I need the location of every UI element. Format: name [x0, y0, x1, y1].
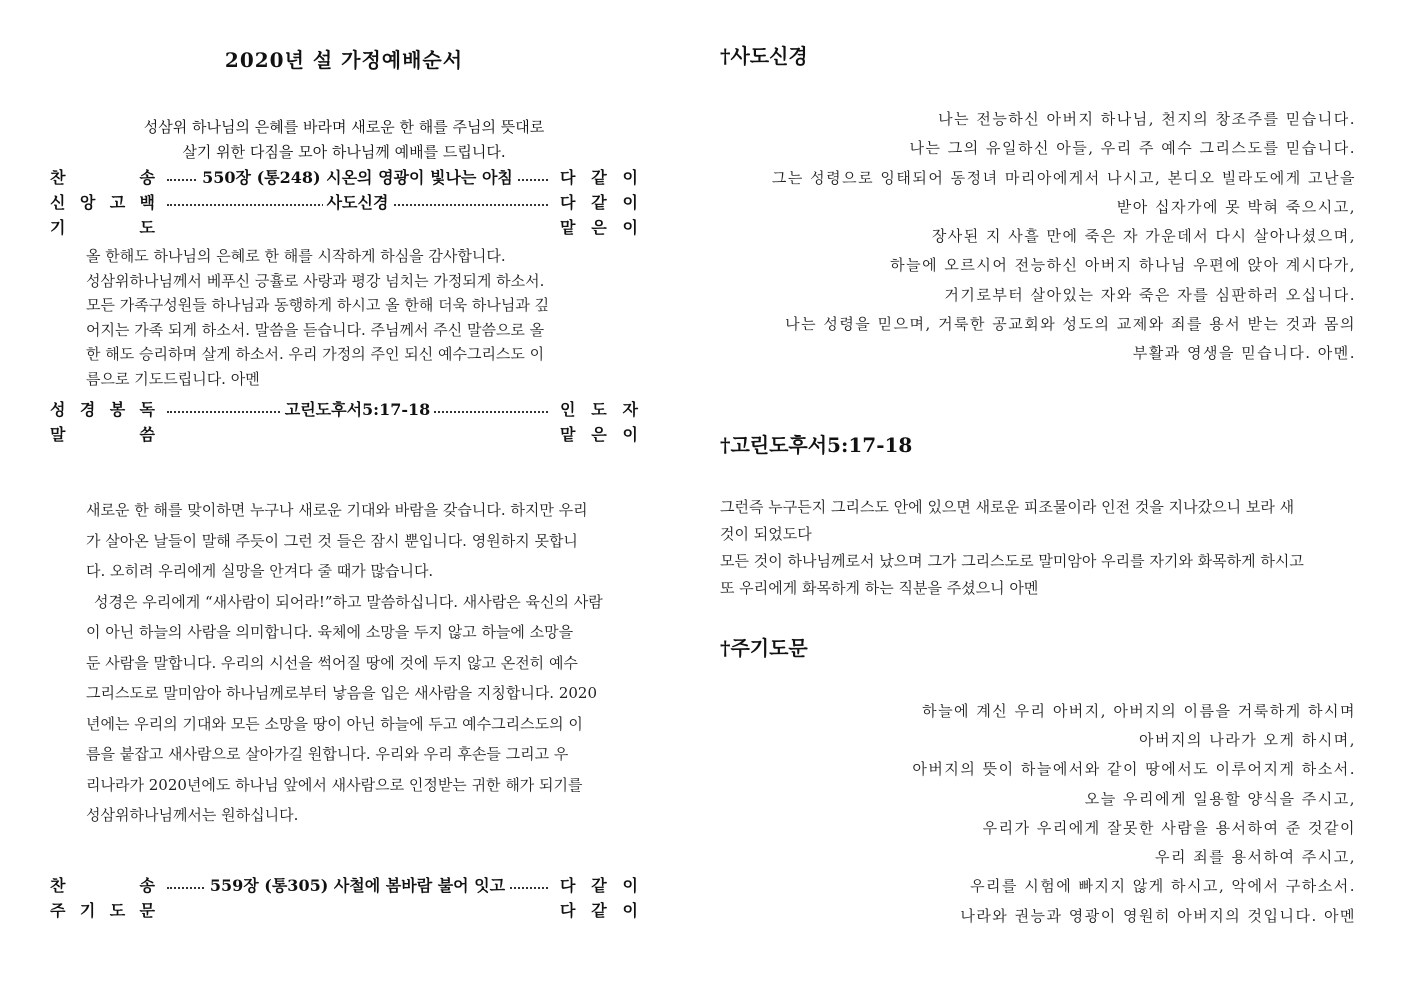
prayer-text [50, 244, 638, 391]
lords-prayer-line: 아버지의 뜻이 하늘에서와 같이 땅에서도 이루어지게 하소서. [912, 760, 1356, 779]
order-responsible [560, 397, 638, 422]
order-item-title: 사도신경 [323, 193, 393, 212]
order-label-char: 기 [50, 218, 66, 237]
order-responsible-char: 다 [560, 193, 576, 212]
order-responsible [560, 422, 638, 447]
prayer-line: 한 해도 승리하며 살게 하소서. 우리 가정의 주인 되신 예수그리스도 이 [86, 345, 545, 363]
order-label [50, 165, 155, 190]
order-responsible-char: 인 [560, 400, 576, 419]
order-responsible-char: 다 [560, 900, 576, 920]
sermon-line: 성경은 우리에게 “새사람이 되어라!”하고 말씀하십니다. 새사람은 육신의 사람 [94, 592, 603, 611]
order-item-text [155, 873, 560, 898]
order-row [50, 190, 638, 215]
order-label [50, 397, 155, 422]
order-label-char: 경 [79, 400, 96, 419]
bible-line: 것이 되었도다 [720, 524, 812, 543]
order-list-mid [50, 397, 638, 447]
creed-line: 부활과 영생을 믿습니다. 아멘. [1132, 344, 1356, 363]
order-label-char: 신 [50, 193, 66, 212]
lords-prayer-line: 우리 죄를 용서하여 주시고, [1155, 848, 1356, 867]
order-label-char: 주 [50, 900, 66, 920]
bible-heading: †고린도후서5:17-18 [720, 432, 913, 457]
sermon-line: 성삼위하나님께서는 원하십니다. [86, 806, 299, 824]
order-label-char: 송 [139, 875, 155, 895]
creed-line: 그는 성령으로 잉태되어 동정녀 마리아에게서 나시고, 본디오 빌라도에게 고난을 [771, 168, 1356, 187]
order-label-char: 고 [109, 193, 126, 212]
order-label-char: 성 [50, 400, 66, 419]
order-item-text [155, 165, 560, 190]
order-responsible-char: 같 [591, 900, 607, 920]
order-responsible-char: 같 [591, 168, 607, 187]
order-responsible-char: 은 [591, 425, 607, 444]
order-label-char: 독 [139, 400, 155, 419]
creed-line: 나는 그의 유일하신 아들, 우리 주 예수 그리스도를 믿습니다. [909, 139, 1356, 158]
order-responsible-char: 이 [622, 900, 638, 920]
bible-line: 또 우리에게 화목하게 하는 직분을 주셨으니 아멘 [720, 578, 1039, 597]
order-responsible [560, 215, 638, 240]
order-item-title: 559장 (통305) 사철에 봄바람 불어 잇고 [206, 876, 509, 895]
document-title: 2020년 설 가정예배순서 [224, 48, 464, 72]
creed-line: 받아 십자가에 못 박혀 죽으시고, [1116, 197, 1356, 216]
order-label-char: 기 [79, 900, 96, 920]
order-label [50, 873, 155, 898]
creed-line: 거기로부터 살아있는 자와 죽은 자를 심판하러 오십니다. [944, 285, 1356, 304]
right-column [720, 40, 1356, 931]
order-responsible-char: 다 [560, 875, 576, 895]
prayer-line: 모든 가족구성원들 하나님과 동행하게 하시고 올 한해 더욱 하나님과 깊 [86, 296, 550, 314]
bible-line: 그런즉 누구든지 그리스도 안에 있으면 새로운 피조물이라 인전 것을 지나갔으니 보라 새 [720, 497, 1295, 516]
order-item-text [155, 397, 560, 422]
left-column [50, 40, 638, 923]
order-label [50, 190, 155, 215]
order-row [50, 215, 638, 240]
order-responsible-char: 은 [591, 218, 607, 237]
sermon-line: 둔 사람을 말합니다. 우리의 시선을 썩어질 땅에 것에 두지 않고 온전히 예수 [86, 653, 578, 672]
intro-line: 살기 위한 다짐을 모아 하나님께 예배를 드립니다. [182, 143, 506, 161]
sermon-line: 리나라가 2020년에도 하나님 앞에서 새사람으로 인정받는 귀한 해가 되기를 [86, 775, 583, 794]
bible-passage [720, 494, 1356, 602]
order-item-title: 고린도후서5:17-18 [281, 400, 435, 419]
lords-prayer-line: 우리가 우리에게 잘못한 사람을 용서하여 준 것같이 [982, 818, 1356, 837]
lords-prayer [720, 697, 1356, 931]
sermon-line: 다. 오히려 우리에게 실망을 안겨다 줄 때가 많습니다. [86, 562, 434, 580]
order-responsible [560, 165, 638, 190]
order-item-title: 550장 (통248) 시온의 영광이 빛나는 아침 [198, 168, 517, 187]
intro-text [50, 115, 638, 165]
sermon-line: 이 아닌 하늘의 사람을 의미합니다. 육체에 소망을 두지 않고 하늘에 소망을 [86, 623, 574, 641]
sermon-line: 름을 붙잡고 새사람으로 살아가길 원합니다. 우리와 우리 후손들 그리고 우 [86, 745, 569, 763]
order-responsible [560, 190, 638, 215]
order-responsible-char: 맡 [560, 218, 576, 237]
sermon-line: 그리스도로 말미암아 하나님께로부터 낳음을 입은 새사람을 지칭합니다. 2020 [86, 684, 598, 702]
order-responsible-char: 이 [622, 875, 638, 895]
order-responsible-char: 도 [591, 400, 607, 419]
order-label-char: 씀 [139, 425, 155, 444]
order-label-char: 송 [139, 168, 155, 187]
lords-prayer-line: 하늘에 계신 우리 아버지, 아버지의 이름을 거룩하게 하시며 [922, 701, 1356, 720]
order-row [50, 397, 638, 422]
order-list-top [50, 165, 638, 240]
order-responsible-char: 이 [622, 425, 638, 444]
order-label-char: 도 [139, 218, 155, 237]
order-responsible-char: 이 [622, 168, 638, 187]
order-label-char: 말 [50, 425, 66, 444]
order-label-char: 도 [109, 900, 126, 920]
order-responsible-char: 같 [591, 193, 607, 212]
order-label-char: 찬 [50, 875, 66, 895]
sermon-line: 새로운 한 해를 맞이하면 누구나 새로운 기대와 바람을 갖습니다. 하지만 우리 [86, 501, 588, 519]
order-label-char: 문 [139, 900, 155, 920]
lords-prayer-line: 아버지의 나라가 오게 하시며, [1139, 730, 1356, 749]
lords-prayer-line: 나라와 권능과 영광이 영원히 아버지의 것입니다. 아멘 [960, 906, 1356, 925]
sermon-line: 가 살아온 날들이 말해 주듯이 그런 것 들은 잠시 뿐입니다. 영원하지 못합니 [86, 531, 578, 550]
order-responsible-char: 자 [622, 400, 638, 419]
lords-prayer-line: 오늘 우리에게 일용할 양식을 주시고, [1084, 789, 1356, 808]
prayer-line: 올 한해도 하나님의 은혜로 한 해를 시작하게 하심을 감사합니다. [86, 247, 506, 265]
lords-prayer-heading: †주기도문 [720, 635, 808, 660]
creed-line: 하늘에 오르시어 전능하신 아버지 하나님 우편에 앉아 계시다가, [890, 256, 1356, 275]
order-responsible-char: 같 [591, 875, 607, 895]
order-list-bottom [50, 873, 638, 923]
order-responsible-char: 다 [560, 168, 576, 187]
order-label [50, 898, 155, 923]
order-responsible-char: 맡 [560, 425, 576, 444]
intro-line: 성삼위 하나님의 은혜를 바라며 새로운 한 해를 주님의 뜻대로 [143, 118, 545, 136]
creed-line: 나는 성령을 믿으며, 거룩한 공교회와 성도의 교제와 죄를 용서 받는 것과 몸의 [785, 315, 1356, 334]
creed-line: 장사된 지 사흘 만에 죽은 자 가운데서 다시 살아나셨으며, [931, 227, 1356, 246]
order-label-char: 백 [139, 193, 155, 212]
order-label-char: 봉 [109, 400, 126, 419]
order-row [50, 422, 638, 447]
order-label [50, 215, 155, 240]
creed-line: 나는 전능하신 아버지 하나님, 천지의 창조주를 믿습니다. [938, 110, 1356, 128]
sermon-text [50, 495, 638, 831]
order-row [50, 898, 638, 923]
order-responsible-char: 이 [622, 218, 638, 237]
order-label-char: 찬 [50, 168, 66, 187]
prayer-line: 성삼위하나님께서 베푸신 긍휼로 사랑과 평강 넘치는 가정되게 하소서. [86, 271, 545, 290]
prayer-line: 어지는 가족 되게 하소서. 말씀을 듣습니다. 주님께서 주신 말씀으로 올 [86, 320, 545, 339]
bible-line: 모든 것이 하나님께로서 났으며 그가 그리스도로 말미암아 우리를 자기와 화목하게 하시고 [720, 551, 1304, 570]
order-row [50, 165, 638, 190]
order-label-char: 앙 [79, 193, 96, 212]
order-responsible-char: 이 [622, 193, 638, 212]
creed-heading: †사도신경 [720, 44, 808, 68]
order-label [50, 422, 155, 447]
order-item-text [155, 190, 560, 215]
prayer-line: 름으로 기도드립니다. 아멘 [86, 369, 260, 388]
order-responsible [560, 898, 638, 923]
apostles-creed [720, 105, 1356, 369]
order-responsible [560, 873, 638, 898]
sermon-line: 년에는 우리의 기대와 모든 소망을 땅이 아닌 하늘에 두고 예수그리스도의 이 [86, 714, 583, 733]
order-row [50, 873, 638, 898]
lords-prayer-line: 우리를 시험에 빠지지 않게 하시고, 악에서 구하소서. [970, 877, 1356, 896]
